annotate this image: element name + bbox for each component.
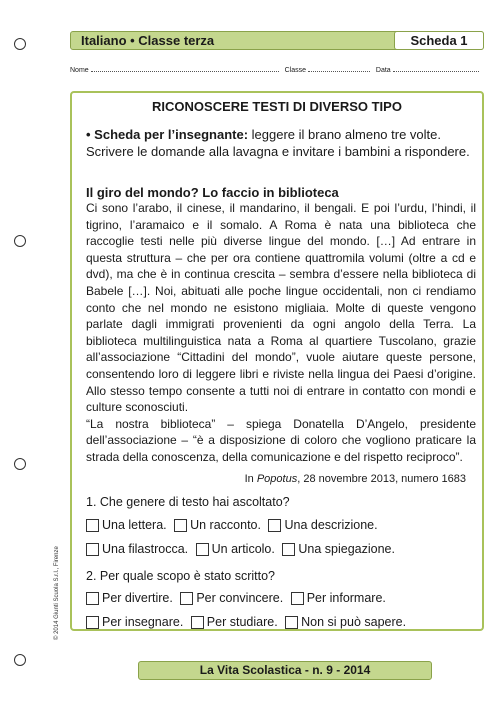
checkbox[interactable] xyxy=(86,592,99,605)
option-label: Per informare. xyxy=(306,591,386,605)
student-info-row xyxy=(70,65,484,74)
option-label: Non si può sapere. xyxy=(301,615,407,629)
checkbox[interactable] xyxy=(86,519,99,532)
option[interactable] xyxy=(86,591,173,605)
option[interactable] xyxy=(282,542,395,556)
teacher-note-label: • Scheda per l’insegnante: xyxy=(86,127,249,142)
scheda-label: Scheda 1 xyxy=(394,31,484,50)
checkbox[interactable] xyxy=(191,616,204,629)
nome-field[interactable] xyxy=(91,65,279,72)
question-2-options-row xyxy=(86,615,410,632)
option[interactable] xyxy=(180,591,283,605)
reading-paragraph: Ci sono l’arabo, il cinese, il mandarino, il bengali. E poi l’urdu, l’hindi, il tigrino, l’aramaico e il somalo. A Roma è nata una biblioteca che raccoglie testi nelle più diverse lingue del mondo. […] Ad entrare in questa struttura – che per ora contiene quattromila volumi (oltre a cd e dvd), ma che è in continua crescita – sembra d’essere nella biblioteca di Babele […]. Noi, abituati alle poche lingue occidentali, non ci rendiamo conto che nel mondo ne esistono migliaia. Molte di queste vengono parlate dagli immigrati provenienti da ogni angolo della Terra. La biblioteca multilinguistica nata a Roma al quartiere Tuscolano, grazie all’associazione “Cittadini del mondo”, vuole aiutare queste persone, consentendo loro di leggere libri e riviste nella lingua dei Paesi d’origine. Allo stesso tempo consente a tutti noi di entrare in contatto con mondi e culture sconosciuti. xyxy=(86,201,476,415)
option[interactable] xyxy=(291,591,386,605)
option[interactable] xyxy=(285,615,406,629)
teacher-note-text: leggere il brano almeno tre volte. Scrivere le domande alla lavagna e invitare i bambini a rispondere. xyxy=(86,127,470,159)
option-label: Un articolo. xyxy=(211,542,275,556)
question-1: 1. Che genere di testo hai ascoltato? xyxy=(86,495,290,509)
classe-field[interactable] xyxy=(308,65,370,72)
option-label: Per convincere. xyxy=(196,591,284,605)
source-prefix: In xyxy=(244,473,257,485)
source-citation xyxy=(245,473,466,485)
option-label: Una filastrocca. xyxy=(102,542,189,556)
source-details: , 28 novembre 2013, numero 1683 xyxy=(297,473,466,485)
reading-paragraph: “La nostra biblioteca” – spiega Donatella D’Angelo, presidente dell’associazione – “è a disposizione di coloro che vogliono praticare la strada della conoscenza, della comunicazione e del rispetto reciproco”. xyxy=(86,416,476,464)
copyright-notice: © 2014 Giunti Scuola S.r.l., Firenze xyxy=(54,546,60,640)
option[interactable] xyxy=(174,518,261,532)
option[interactable] xyxy=(268,518,377,532)
option-label: Una descrizione. xyxy=(284,518,378,532)
option-label: Per studiare. xyxy=(206,615,278,629)
data-label: Data xyxy=(375,67,391,74)
footer-bar: La Vita Scolastica - n. 9 - 2014 xyxy=(138,661,432,680)
option[interactable] xyxy=(86,542,188,556)
binder-hole xyxy=(14,458,26,470)
option[interactable] xyxy=(196,542,275,556)
checkbox[interactable] xyxy=(174,519,187,532)
checkbox[interactable] xyxy=(86,543,99,556)
question-1-options-row xyxy=(86,518,382,535)
checkbox[interactable] xyxy=(291,592,304,605)
binder-hole xyxy=(14,38,26,50)
checkbox[interactable] xyxy=(285,616,298,629)
question-2: 2. Per quale scopo è stato scritto? xyxy=(86,569,275,583)
option[interactable] xyxy=(191,615,278,629)
question-2-options-row xyxy=(86,591,390,608)
question-1-options-row xyxy=(86,542,399,559)
checkbox[interactable] xyxy=(86,616,99,629)
source-publication: Popotus xyxy=(256,473,298,485)
nome-label: Nome xyxy=(70,67,89,74)
worksheet-panel xyxy=(70,91,484,631)
option[interactable] xyxy=(86,615,183,629)
checkbox[interactable] xyxy=(268,519,281,532)
checkbox[interactable] xyxy=(180,592,193,605)
header-bar xyxy=(70,31,484,50)
data-field[interactable] xyxy=(393,65,479,72)
option-label: Per divertire. xyxy=(102,591,173,605)
option-label: Un racconto. xyxy=(190,518,261,532)
teacher-note xyxy=(86,126,476,160)
reading-text xyxy=(86,200,476,466)
header-title: Italiano • Classe terza xyxy=(81,33,215,48)
option-label: Una lettera. xyxy=(102,518,167,532)
binder-hole xyxy=(14,235,26,247)
option[interactable] xyxy=(86,518,167,532)
option-label: Una spiegazione. xyxy=(298,542,395,556)
worksheet-title: RICONOSCERE TESTI DI DIVERSO TIPO xyxy=(152,99,402,114)
reading-title: Il giro del mondo? Lo faccio in biblioteca xyxy=(86,185,339,200)
checkbox[interactable] xyxy=(282,543,295,556)
binder-hole xyxy=(14,654,26,666)
checkbox[interactable] xyxy=(196,543,209,556)
option-label: Per insegnare. xyxy=(102,615,184,629)
classe-label: Classe xyxy=(284,67,306,74)
